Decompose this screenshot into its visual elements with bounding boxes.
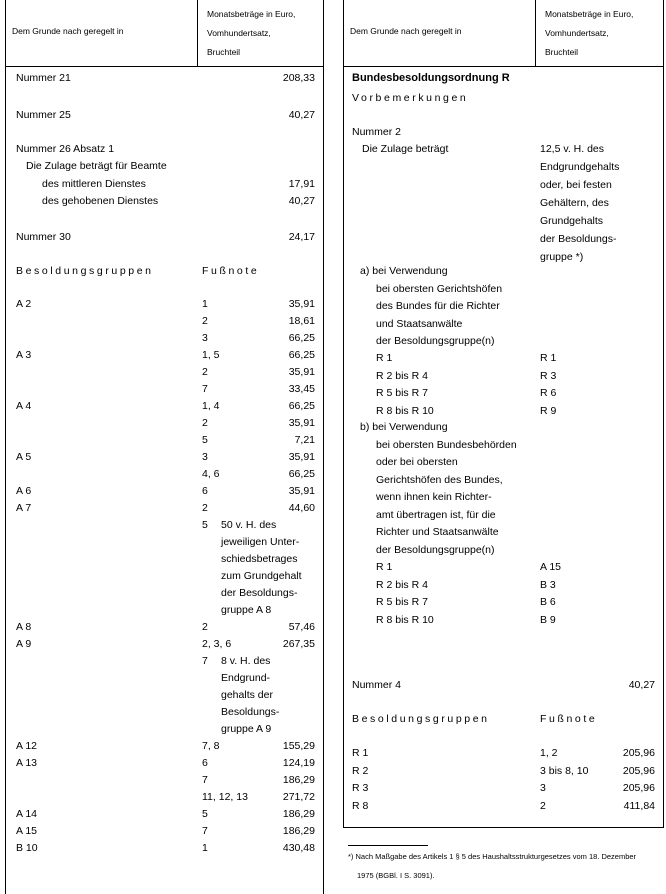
section-b-to: B 6: [540, 596, 556, 608]
gehobener-dienst-value: 40,27: [288, 195, 315, 207]
zulage-value-line: gruppe *): [540, 251, 584, 263]
vorbemerkungen-subtitle: Vorbemerkungen: [352, 92, 469, 104]
row-footnote: 2: [202, 417, 208, 429]
section-a-to: R 6: [540, 387, 557, 399]
row-group: A 12: [16, 740, 38, 752]
section-b-line: bei obersten Bundesbehörden: [376, 438, 517, 451]
zulage-value-line: oder, bei festen: [540, 179, 612, 191]
right-header-rule: [343, 66, 664, 67]
row-note-line: der Besoldungs-: [221, 587, 298, 599]
nummer-21-value: 208,33: [282, 72, 315, 84]
section-b-line: oder bei obersten: [376, 456, 458, 468]
gehobener-dienst-label: des gehobenen Dienstes: [42, 195, 159, 207]
right-fussnote-heading: Fußnote: [540, 713, 598, 725]
right-row-footnote: 1, 2: [540, 747, 558, 759]
row-footnote: 1, 4: [202, 400, 220, 412]
right-row-value: 205,96: [622, 747, 655, 759]
zulage-value-line: Grundgehalts: [540, 215, 604, 227]
row-note-line: gehalts der: [221, 689, 273, 701]
right-header-divider: [535, 0, 536, 66]
section-b-from: R 8 bis R 10: [376, 613, 434, 626]
row-group: A 6: [16, 485, 32, 497]
zulage-label: Die Zulage beträgt: [362, 143, 449, 155]
nummer-30-label: Nummer 30: [16, 231, 71, 243]
row-value: 35,91: [288, 298, 315, 310]
row-group: A 4: [16, 400, 32, 412]
row-footnote: 7: [202, 383, 208, 395]
right-header-col1: Dem Grunde nach geregelt in: [350, 26, 462, 36]
right-row-group: R 2: [352, 764, 369, 777]
row-group: A 15: [16, 825, 38, 837]
footnote-line-2: 1975 (BGBl. I S. 3091).: [357, 871, 435, 880]
row-group: A 8: [16, 621, 32, 633]
right-row-group: R 3: [352, 782, 369, 794]
mittlerer-dienst-value: 17,91: [288, 178, 315, 190]
section-a-from: R 1: [376, 352, 393, 364]
row-value: 124,19: [282, 757, 315, 769]
row-note-line: gruppe A 8: [221, 604, 272, 616]
section-b-to: A 15: [540, 561, 562, 573]
row-footnote: 3: [202, 451, 208, 463]
nummer-2-label: Nummer 2: [352, 126, 402, 138]
row-value: 186,29: [282, 774, 315, 786]
zulage-beamte-label: Die Zulage beträgt für Beamte: [26, 160, 167, 172]
section-a-to: R 1: [540, 352, 557, 364]
section-a-to: R 9: [540, 404, 557, 417]
nummer-4-label: Nummer 4: [352, 679, 402, 691]
row-footnote: 7: [202, 774, 208, 786]
section-b-line: amt übertragen ist, für die: [376, 508, 496, 521]
section-a-line: und Staatsanwälte: [376, 317, 463, 330]
left-besoldungsgruppen-heading: Besoldungsgruppen: [16, 265, 154, 277]
section-b-from: R 1: [376, 561, 393, 573]
row-footnote: 6: [202, 485, 208, 497]
section-a-line: bei obersten Gerichtshöfen: [376, 282, 503, 295]
left-table-border-right: [323, 0, 324, 894]
row-value: 66,25: [288, 400, 315, 412]
row-footnote: 4, 6: [202, 468, 220, 480]
row-footnote: 1: [202, 842, 208, 854]
footnote-separator: [348, 845, 428, 846]
right-row-footnote: 3 bis 8, 10: [540, 764, 589, 777]
section-b-from: R 5 bis R 7: [376, 596, 428, 608]
row-note-line: schiedsbetrages: [221, 553, 298, 565]
section-b-line: der Besoldungsgruppe(n): [376, 543, 495, 556]
nummer-4-value: 40,27: [628, 679, 655, 691]
row-group: A 7: [16, 502, 32, 514]
section-a-from: R 5 bis R 7: [376, 387, 428, 399]
zulage-value-line: Gehältern, des: [540, 197, 609, 209]
row-value: 35,91: [288, 451, 315, 463]
row-value: 33,45: [288, 383, 315, 395]
section-a-from: R 8 bis R 10: [376, 404, 434, 417]
nummer-21-label: Nummer 21: [16, 72, 71, 84]
row-footnote: 11, 12, 13: [202, 791, 248, 803]
section-b-to: B 9: [540, 613, 556, 626]
zulage-value-line: 12,5 v. H. des: [540, 143, 605, 155]
row-footnote: 5: [202, 434, 208, 446]
left-header-col2-line1: Monatsbeträge in Euro,: [207, 9, 296, 19]
row-note-line: Endgrund-: [221, 672, 271, 684]
row-footnote: 5: [202, 519, 208, 531]
row-value: 66,25: [288, 349, 315, 361]
right-table-bottom-rule: [343, 827, 664, 828]
row-footnote: 3: [202, 332, 208, 344]
row-note-line: 50 v. H. des: [221, 519, 277, 531]
left-header-divider: [197, 0, 198, 66]
row-group: A 9: [16, 638, 32, 650]
row-value: 186,29: [282, 825, 315, 837]
section-a-line: a) bei Verwendung: [360, 265, 448, 277]
row-value: 267,35: [282, 638, 315, 650]
left-fussnote-heading: Fußnote: [202, 265, 260, 277]
row-value: 155,29: [282, 740, 315, 752]
row-value: 66,25: [288, 332, 315, 344]
left-header-col1: Dem Grunde nach geregelt in: [12, 26, 124, 36]
row-note-line: jeweiligen Unter-: [221, 536, 300, 548]
bbo-r-title: Bundesbesoldungsordnung R: [352, 72, 510, 84]
row-footnote: 1, 5: [202, 349, 220, 361]
row-note-line: zum Grundgehalt: [221, 570, 302, 582]
row-value: 430,48: [282, 842, 315, 854]
right-row-footnote: 2: [540, 799, 546, 812]
left-header-col2-line3: Bruchteil: [207, 47, 241, 57]
row-value: 44,60: [288, 502, 315, 514]
right-header-col2-line2: Vomhundertsatz,: [545, 28, 609, 38]
mittlerer-dienst-label: des mittleren Dienstes: [42, 178, 146, 190]
footnote-line-1: *) Nach Maßgabe des Artikels 1 § 5 des Haushaltsstrukturgesetzes vom 18. Dezember: [348, 852, 637, 861]
row-group: A 3: [16, 349, 32, 361]
row-group: B 10: [16, 842, 38, 854]
nummer-30-value: 24,17: [288, 231, 315, 243]
row-value: 35,91: [288, 485, 315, 497]
row-note-line: gruppe A 9: [221, 723, 272, 735]
section-a-from: R 2 bis R 4: [376, 369, 428, 382]
row-group: A 5: [16, 451, 32, 463]
right-table-border-left: [343, 0, 344, 828]
row-group: A 2: [16, 298, 32, 310]
row-value: 66,25: [288, 468, 315, 480]
left-header-rule: [5, 66, 324, 67]
zulage-value-line: Endgrundgehalts: [540, 161, 620, 173]
row-footnote: 5: [202, 808, 208, 820]
section-b-line: wenn ihnen kein Richter-: [376, 491, 492, 503]
right-table-border-right: [663, 0, 664, 828]
row-group: A 13: [16, 757, 38, 769]
row-value: 7,21: [294, 434, 315, 446]
right-row-group: R 1: [352, 747, 369, 759]
nummer-25-value: 40,27: [288, 109, 315, 121]
right-row-value: 205,96: [622, 764, 655, 777]
row-value: 35,91: [288, 417, 315, 429]
nummer-26-label: Nummer 26 Absatz 1: [16, 143, 115, 155]
right-row-value: 411,84: [623, 799, 655, 812]
row-value: 18,61: [288, 315, 315, 327]
row-note-line: 8 v. H. des: [221, 655, 271, 667]
right-row-footnote: 3: [540, 782, 546, 794]
section-b-to: B 3: [540, 578, 556, 591]
row-footnote: 6: [202, 757, 208, 769]
nummer-25-label: Nummer 25: [16, 109, 71, 121]
right-header-col2-line1: Monatsbeträge in Euro,: [545, 9, 634, 19]
section-b-line: b) bei Verwendung: [360, 421, 448, 433]
section-b-line: Richter und Staatsanwälte: [376, 526, 499, 538]
left-header-col2-line2: Vomhundertsatz,: [207, 28, 271, 38]
row-footnote: 2: [202, 621, 208, 633]
section-a-to: R 3: [540, 369, 557, 382]
row-value: 186,29: [282, 808, 315, 820]
section-a-line: des Bundes für die Richter: [376, 300, 500, 312]
section-b-line: Gerichtshöfen des Bundes,: [376, 473, 503, 486]
row-footnote: 2: [202, 502, 208, 514]
row-footnote: 7: [202, 655, 208, 667]
row-footnote: 2: [202, 366, 208, 378]
row-value: 57,46: [288, 621, 315, 633]
right-row-group: R 8: [352, 799, 369, 812]
right-besoldungsgruppen-heading: Besoldungsgruppen: [352, 713, 490, 725]
right-row-value: 205,96: [622, 782, 655, 794]
zulage-value-line: der Besoldungs-: [540, 233, 617, 245]
row-group: A 14: [16, 808, 38, 820]
section-a-line: der Besoldungsgruppe(n): [376, 335, 495, 347]
row-value: 271,72: [282, 791, 315, 803]
row-note-line: Besoldungs-: [221, 706, 280, 718]
row-footnote: 7, 8: [202, 740, 220, 752]
right-header-col2-line3: Bruchteil: [545, 47, 579, 57]
row-footnote: 1: [202, 298, 208, 310]
row-value: 35,91: [288, 366, 315, 378]
section-b-from: R 2 bis R 4: [376, 578, 428, 591]
row-footnote: 2: [202, 315, 208, 327]
row-footnote: 7: [202, 825, 208, 837]
left-table-border-left: [5, 0, 6, 894]
row-footnote: 2, 3, 6: [202, 638, 232, 650]
